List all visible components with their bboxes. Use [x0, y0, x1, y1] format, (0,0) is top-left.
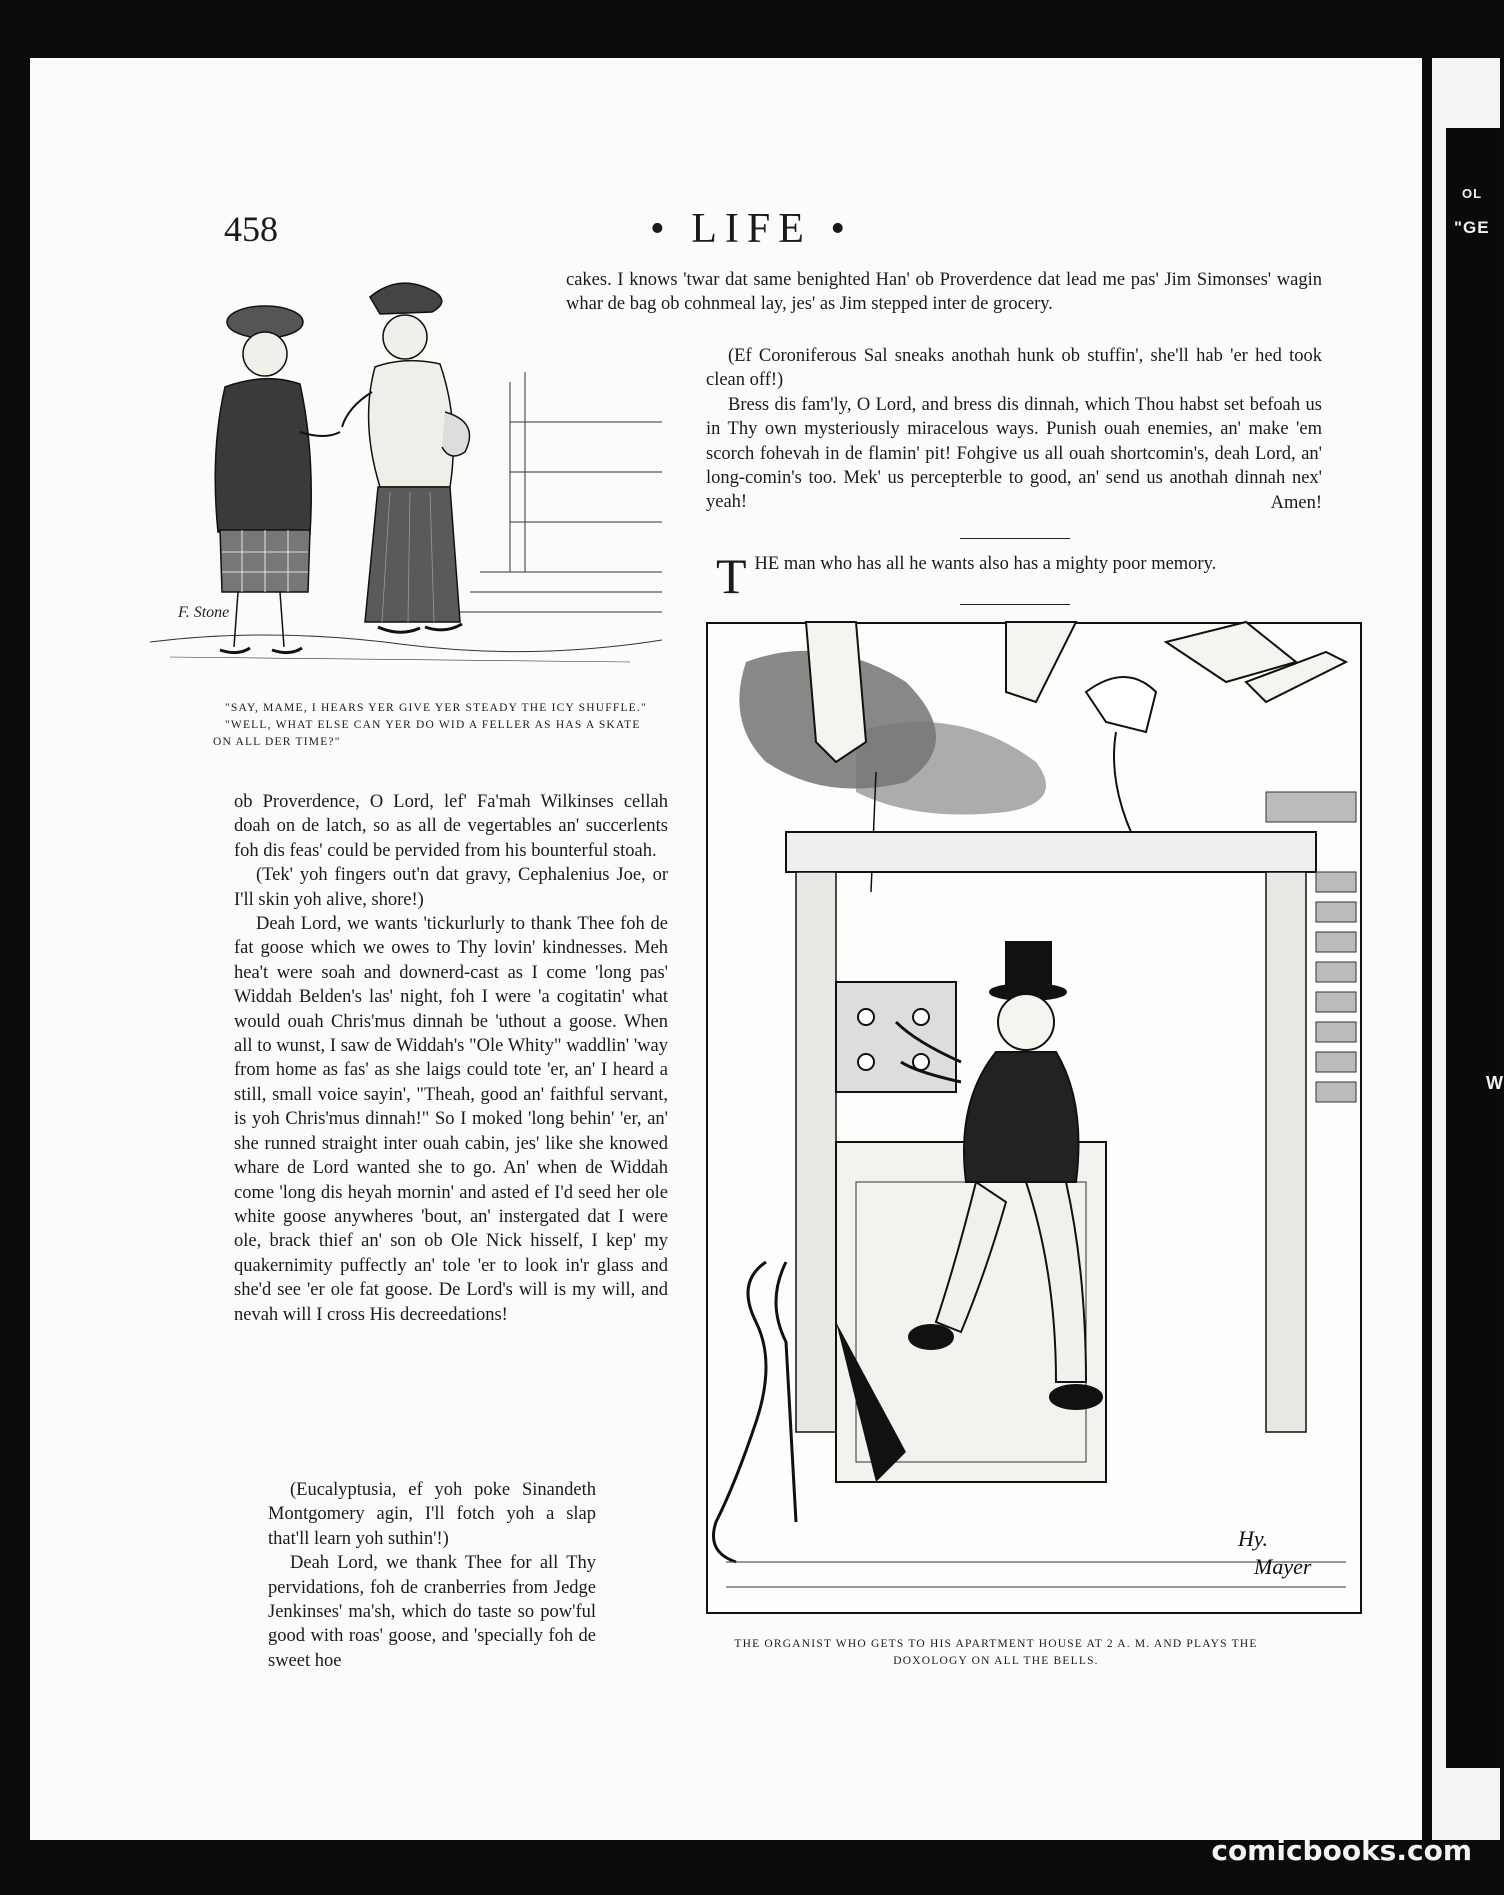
illustration2-signature-line1: Hy.	[1238, 1526, 1268, 1551]
right-paragraph-3: Bress dis fam'ly, O Lord, and bress dis dinnah, which Thou habst set befoah us in Thy own mysteriously miracelous ways. Punish ouah enemies, an' make 'em scorch fohevah in de flamin' pit! Fohgive us all ouah shortcomin's, deah Lord, an' long-comin's too. Mek' us percepterble to good, an' send us anothah dinnah nex' yeah!	[706, 394, 1322, 513]
caption1-line2: "WELL, WHAT ELSE CAN YER DO WID A FELLER AS HAS A SKATE ON ALL DER TIME?"	[213, 719, 641, 748]
illustration-two-women	[150, 272, 662, 682]
left-paragraph-2: (Tek' yoh fingers out'n dat gravy, Cephalenius Joe, or I'll skin yoh alive, shore!)	[234, 865, 668, 910]
adjacent-page-ad	[1446, 128, 1500, 1768]
section-divider-2	[960, 604, 1070, 605]
left-paragraph-3: Deah Lord, we wants 'tickurlurly to thank Thee foh de fat goose which we owes to Thy lovin' kindnesses. Meh hea't were soah and downerd-cast as I come 'long pas' Widdah Belden's las' night, foh I were 'a cogitatin' what would ouah Chris'mus dinnah be 'uthout a goose. When all to wunst, I saw de Widdah's "Ole Whity" waddlin' 'way from home as fas' as she laigs could tote 'er, an' I heard a still, small voice sayin', "Theah, good an' faithful servant, is yoh Chris'mus dinnah!" So I moked 'long behin' 'er, an' she runned straight inter ouah cabin, jes' like she knowed whare de Lord wanted she to go. An' when de Widdah come 'long dis heyah mornin' and asted ef I'd seed her ole white goose anywheres 'bout, an' instergated dat I were ole, brack thief an' son ob Ole Nick hisself, I kep' my quakernimity puffectly an' tole 'er to look in'r glass and she'd see 'er ole fat goose. De Lord's will is my will, and nevah will I cross His decreedations!	[234, 914, 668, 1325]
left-paragraph-4: (Eucalyptusia, ef yoh poke Sinandeth Montgomery agin, I'll fotch yoh a slap that'll learn yoh suthin'!)	[268, 1480, 596, 1549]
section-divider-1	[960, 538, 1070, 539]
caption2-line2: DOXOLOGY ON ALL THE BELLS.	[893, 1655, 1099, 1667]
page-number: 458	[224, 209, 278, 249]
illustration1-signature: F. Stone	[178, 604, 230, 621]
joke-text: HE man who has all he wants also has a mighty poor memory.	[754, 554, 1217, 574]
right-column-prayer	[706, 344, 1322, 515]
watermark: comicbooks.com	[1211, 1834, 1472, 1867]
right-column-text	[566, 268, 1322, 317]
left-paragraph-5: Deah Lord, we thank Thee for all Thy pervidations, foh de cranberries from Jedge Jenkinses' ma'sh, which do taste so pow'ful good with roas' goose, and 'specially foh de sweet hoe	[268, 1553, 596, 1671]
amen-text: Amen!	[1270, 492, 1322, 513]
right-paragraph-1: cakes. I knows 'twar dat same benighted Han' ob Proverdence dat lead me pas' Jim Simonses' wagin whar de bag ob cohnmeal lay, jes' as Jim stepped inter de grocery.	[566, 270, 1322, 315]
adjacent-page-edge	[1432, 58, 1504, 1840]
illustration1-caption	[213, 700, 653, 751]
joke-paragraph	[716, 548, 1322, 604]
left-column-text	[234, 790, 668, 1327]
adjacent-fragment-quote: "GE	[1454, 218, 1490, 237]
illustration2-caption	[676, 1636, 1316, 1670]
illustration2-signature-line2: Mayer	[1254, 1554, 1312, 1579]
left-paragraph-1: ob Proverdence, O Lord, lef' Fa'mah Wilkinses cellah doah on de latch, so as all de vegertables an' succerlents foh dis feas' could be pervided from his bounterful stoah.	[234, 792, 668, 861]
left-column-text-narrow	[268, 1478, 596, 1673]
drop-cap: T	[716, 548, 747, 604]
caption2-line1: THE ORGANIST WHO GETS TO HIS APARTMENT HOUSE AT 2 A. M. AND PLAYS THE	[734, 1638, 1258, 1650]
caption1-line1: "SAY, MAME, I HEARS YER GIVE YER STEADY THE ICY SHUFFLE."	[225, 702, 647, 714]
right-paragraph-2: (Ef Coroniferous Sal sneaks anothah hunk ob stuffin', she'll hab 'er hed took clean off!)	[706, 346, 1322, 391]
illustration-organist	[706, 622, 1362, 1614]
adjacent-fragment-mid: W	[1486, 1073, 1504, 1093]
adjacent-fragment-top: OL	[1462, 186, 1483, 201]
masthead-title: • LIFE •	[650, 206, 854, 252]
